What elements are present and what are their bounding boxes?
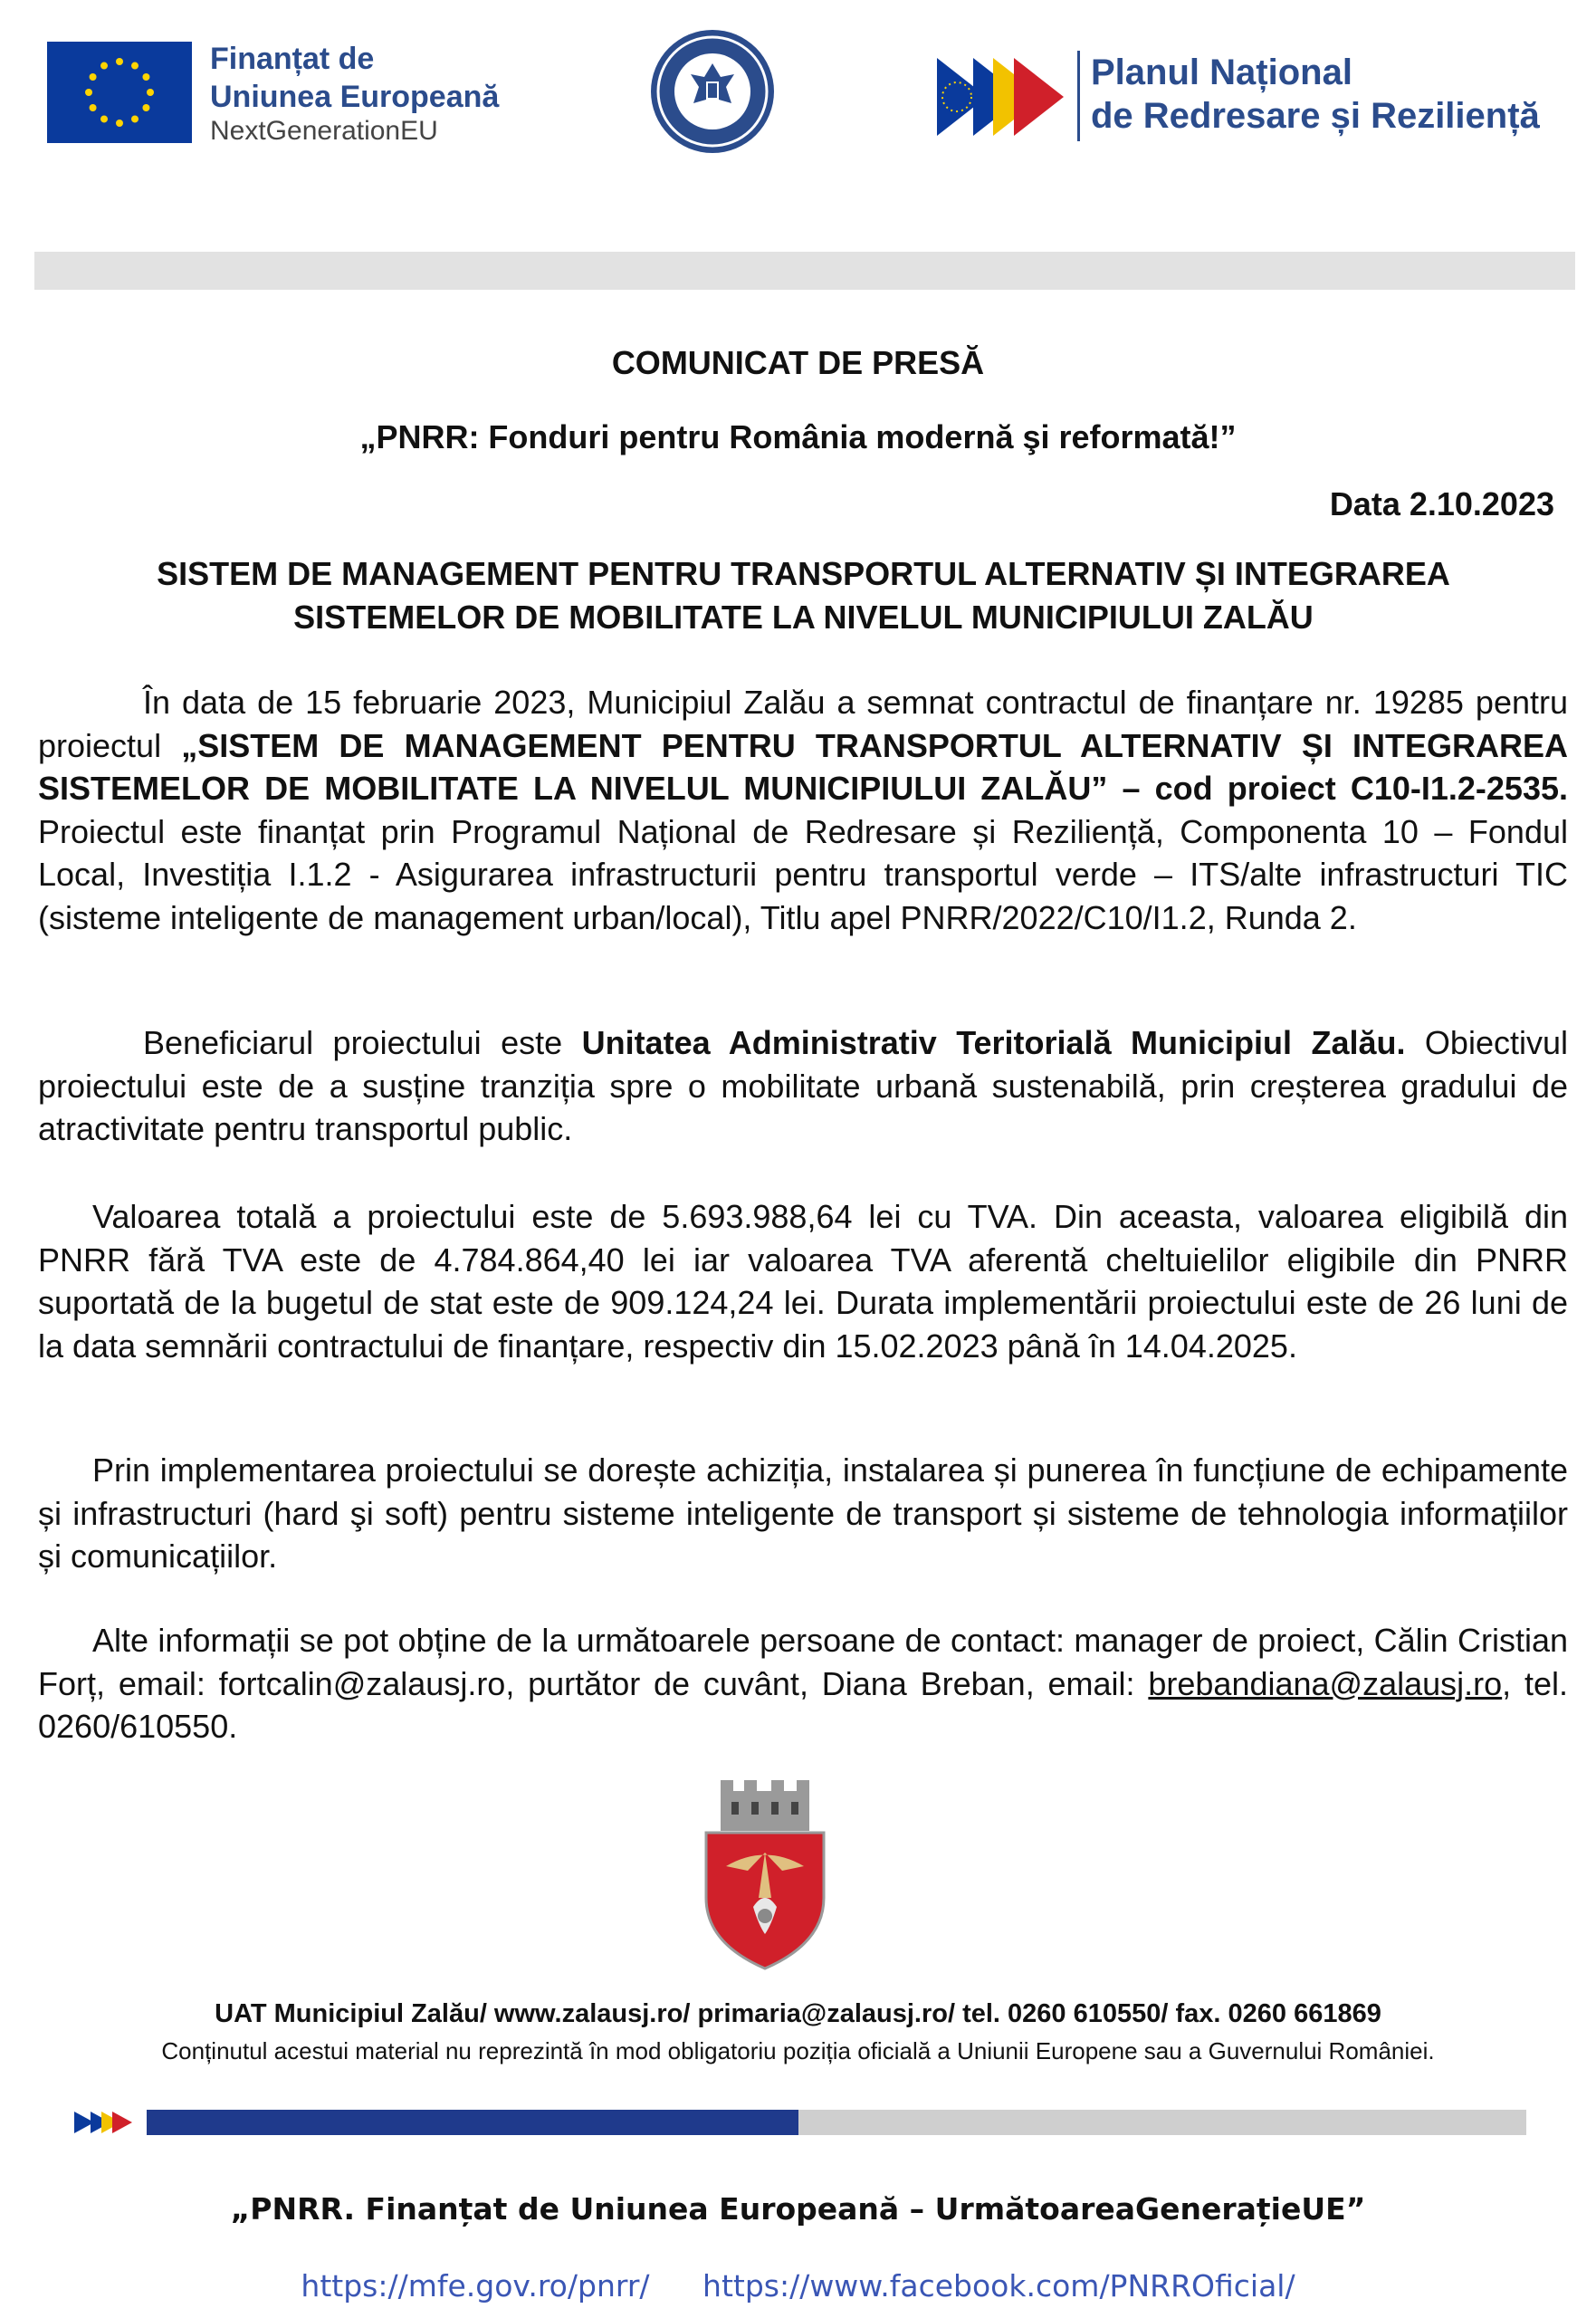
zalau-coat-of-arms-icon	[699, 1780, 831, 1970]
eu-star-icon	[90, 104, 97, 111]
eu-star-icon	[116, 120, 123, 127]
mfe-pnrr-link[interactable]: https://mfe.gov.ro/pnrr/	[301, 2268, 650, 2304]
footer-links	[0, 2268, 1596, 2304]
eu-logo-subtitle: NextGenerationEU	[210, 116, 438, 146]
press-release-date: Data 2.10.2023	[1329, 485, 1554, 522]
project-headline: SISTEM DE MANAGEMENT PENTRU TRANSPORTUL ALTERNATIV ȘI INTEGRAREA SISTEMELOR DE MOBILITATE LA NIVELUL MUNICIPIULUI ZALĂU	[157, 555, 1450, 636]
eu-logo-text: Finanțat de Uniunea Europeană	[210, 42, 500, 114]
facebook-pnrr-link[interactable]: https://www.facebook.com/PNRROficial/	[702, 2268, 1295, 2304]
pnrr-arrows-icon	[937, 47, 1073, 147]
eu-star-icon	[90, 73, 97, 81]
email-link[interactable]: brebandiana@zalausj.ro	[1148, 1664, 1503, 1702]
eu-flag-icon	[47, 42, 192, 143]
header-divider-band	[34, 252, 1575, 290]
pnrr-logo-text: Planul Național de Redresare și Reziliență	[1091, 53, 1540, 136]
eu-star-icon	[131, 62, 139, 70]
footer-disclaimer: Conținutul acestui material nu reprezintă în mod obligatoriu poziția oficială a Uniunii Europene sau a Guvernului României.	[161, 2037, 1435, 2064]
eu-star-icon	[85, 89, 92, 96]
eu-star-icon	[131, 115, 139, 122]
eu-star-icon	[147, 89, 154, 96]
footer-slogan: „PNRR. Finanțat de Uniunea Europeană – UrmătoareaGenerațieUE”	[230, 2191, 1366, 2227]
footer-divider-band	[74, 2110, 1526, 2135]
eu-funding-logo	[47, 42, 500, 146]
footer-contact-line: UAT Municipiul Zalău/ www.zalausj.ro/ primaria@zalausj.ro/ tel. 0260 610550/ fax. 0260 661869	[215, 1999, 1381, 2028]
paragraph-contacts: Alte informații se pot obține de la următoarele persoane de contact: manager de proiect, Călin Cristian Forț, email: fortcalin@zalausj.ro, purtător de cuvânt, Diana Breban, email: brebandiana@zalausj.ro, tel. 0260/610550.	[38, 1622, 1569, 1745]
government-seal-icon	[648, 27, 777, 156]
press-release-slogan: „PNRR: Fonduri pentru România modernă şi reformată!”	[359, 418, 1237, 455]
eu-star-icon	[142, 73, 149, 81]
eu-star-icon	[100, 115, 108, 122]
pnrr-divider	[1077, 51, 1080, 141]
paragraph-implementation: Prin implementarea proiectului se dorește achiziția, instalarea și punerea în funcțiune de echipamente și infrastructuri (hard şi soft) pentru sisteme inteligente de transport și sisteme de tehnologia informațiilor și comunicațiilor.	[38, 1451, 1568, 1575]
eu-star-icon	[142, 104, 149, 111]
paragraph-contract: În data de 15 februarie 2023, Municipiul Zalău a semnat contractul de finanțare nr. 19285 pentru proiectul „SISTEM DE MANAGEMENT PENTRU TRANSPORTUL ALTERNATIV ȘI INTEGRAREA SISTEMELOR DE MOBILITATE LA NIVELUL MUNICIPIULUI ZALĂU” – cod proiect C10-I1.2-2535. Proiectul este finanțat prin Programul Național de Redresare și Reziliență, Componenta 10 – Fondul Local, Investiția I.1.2 - Asigurarea infrastructurii pentru transportul verde – ITS/alte infrastructuri TIC (sisteme inteligente de management urban/local), Titlu apel PNRR/2022/C10/I1.2, Runda 2.	[38, 684, 1568, 936]
pnrr-small-arrows-icon	[74, 2110, 147, 2135]
eu-star-icon	[116, 58, 123, 65]
paragraph-beneficiary: Beneficiarul proiectului este Unitatea Administrativ Teritorială Municipiul Zalău. Obiectivul proiectului este de a susține tranziția spre o mobilitate urbană sustenabilă, prin creșterea gradului de atractivitate pentru transportul public.	[38, 1024, 1568, 1147]
paragraph-budget: Valoarea totală a proiectului este de 5.693.988,64 lei cu TVA. Din aceasta, valoarea eligibilă din PNRR fără TVA este de 4.784.864,40 lei iar valoarea TVA aferentă cheltuielilor eligibile din PNRR suportată de la bugetul de stat este de 909.124,24 lei. Durata implementării proiectului este de 26 luni de la data semnării contractului de finanțare, respectiv din 15.02.2023 până în 14.04.2025.	[38, 1198, 1568, 1365]
press-release-title: COMUNICAT DE PRESĂ	[611, 344, 985, 381]
eu-star-icon	[100, 62, 108, 70]
pnrr-logo	[937, 47, 1571, 147]
